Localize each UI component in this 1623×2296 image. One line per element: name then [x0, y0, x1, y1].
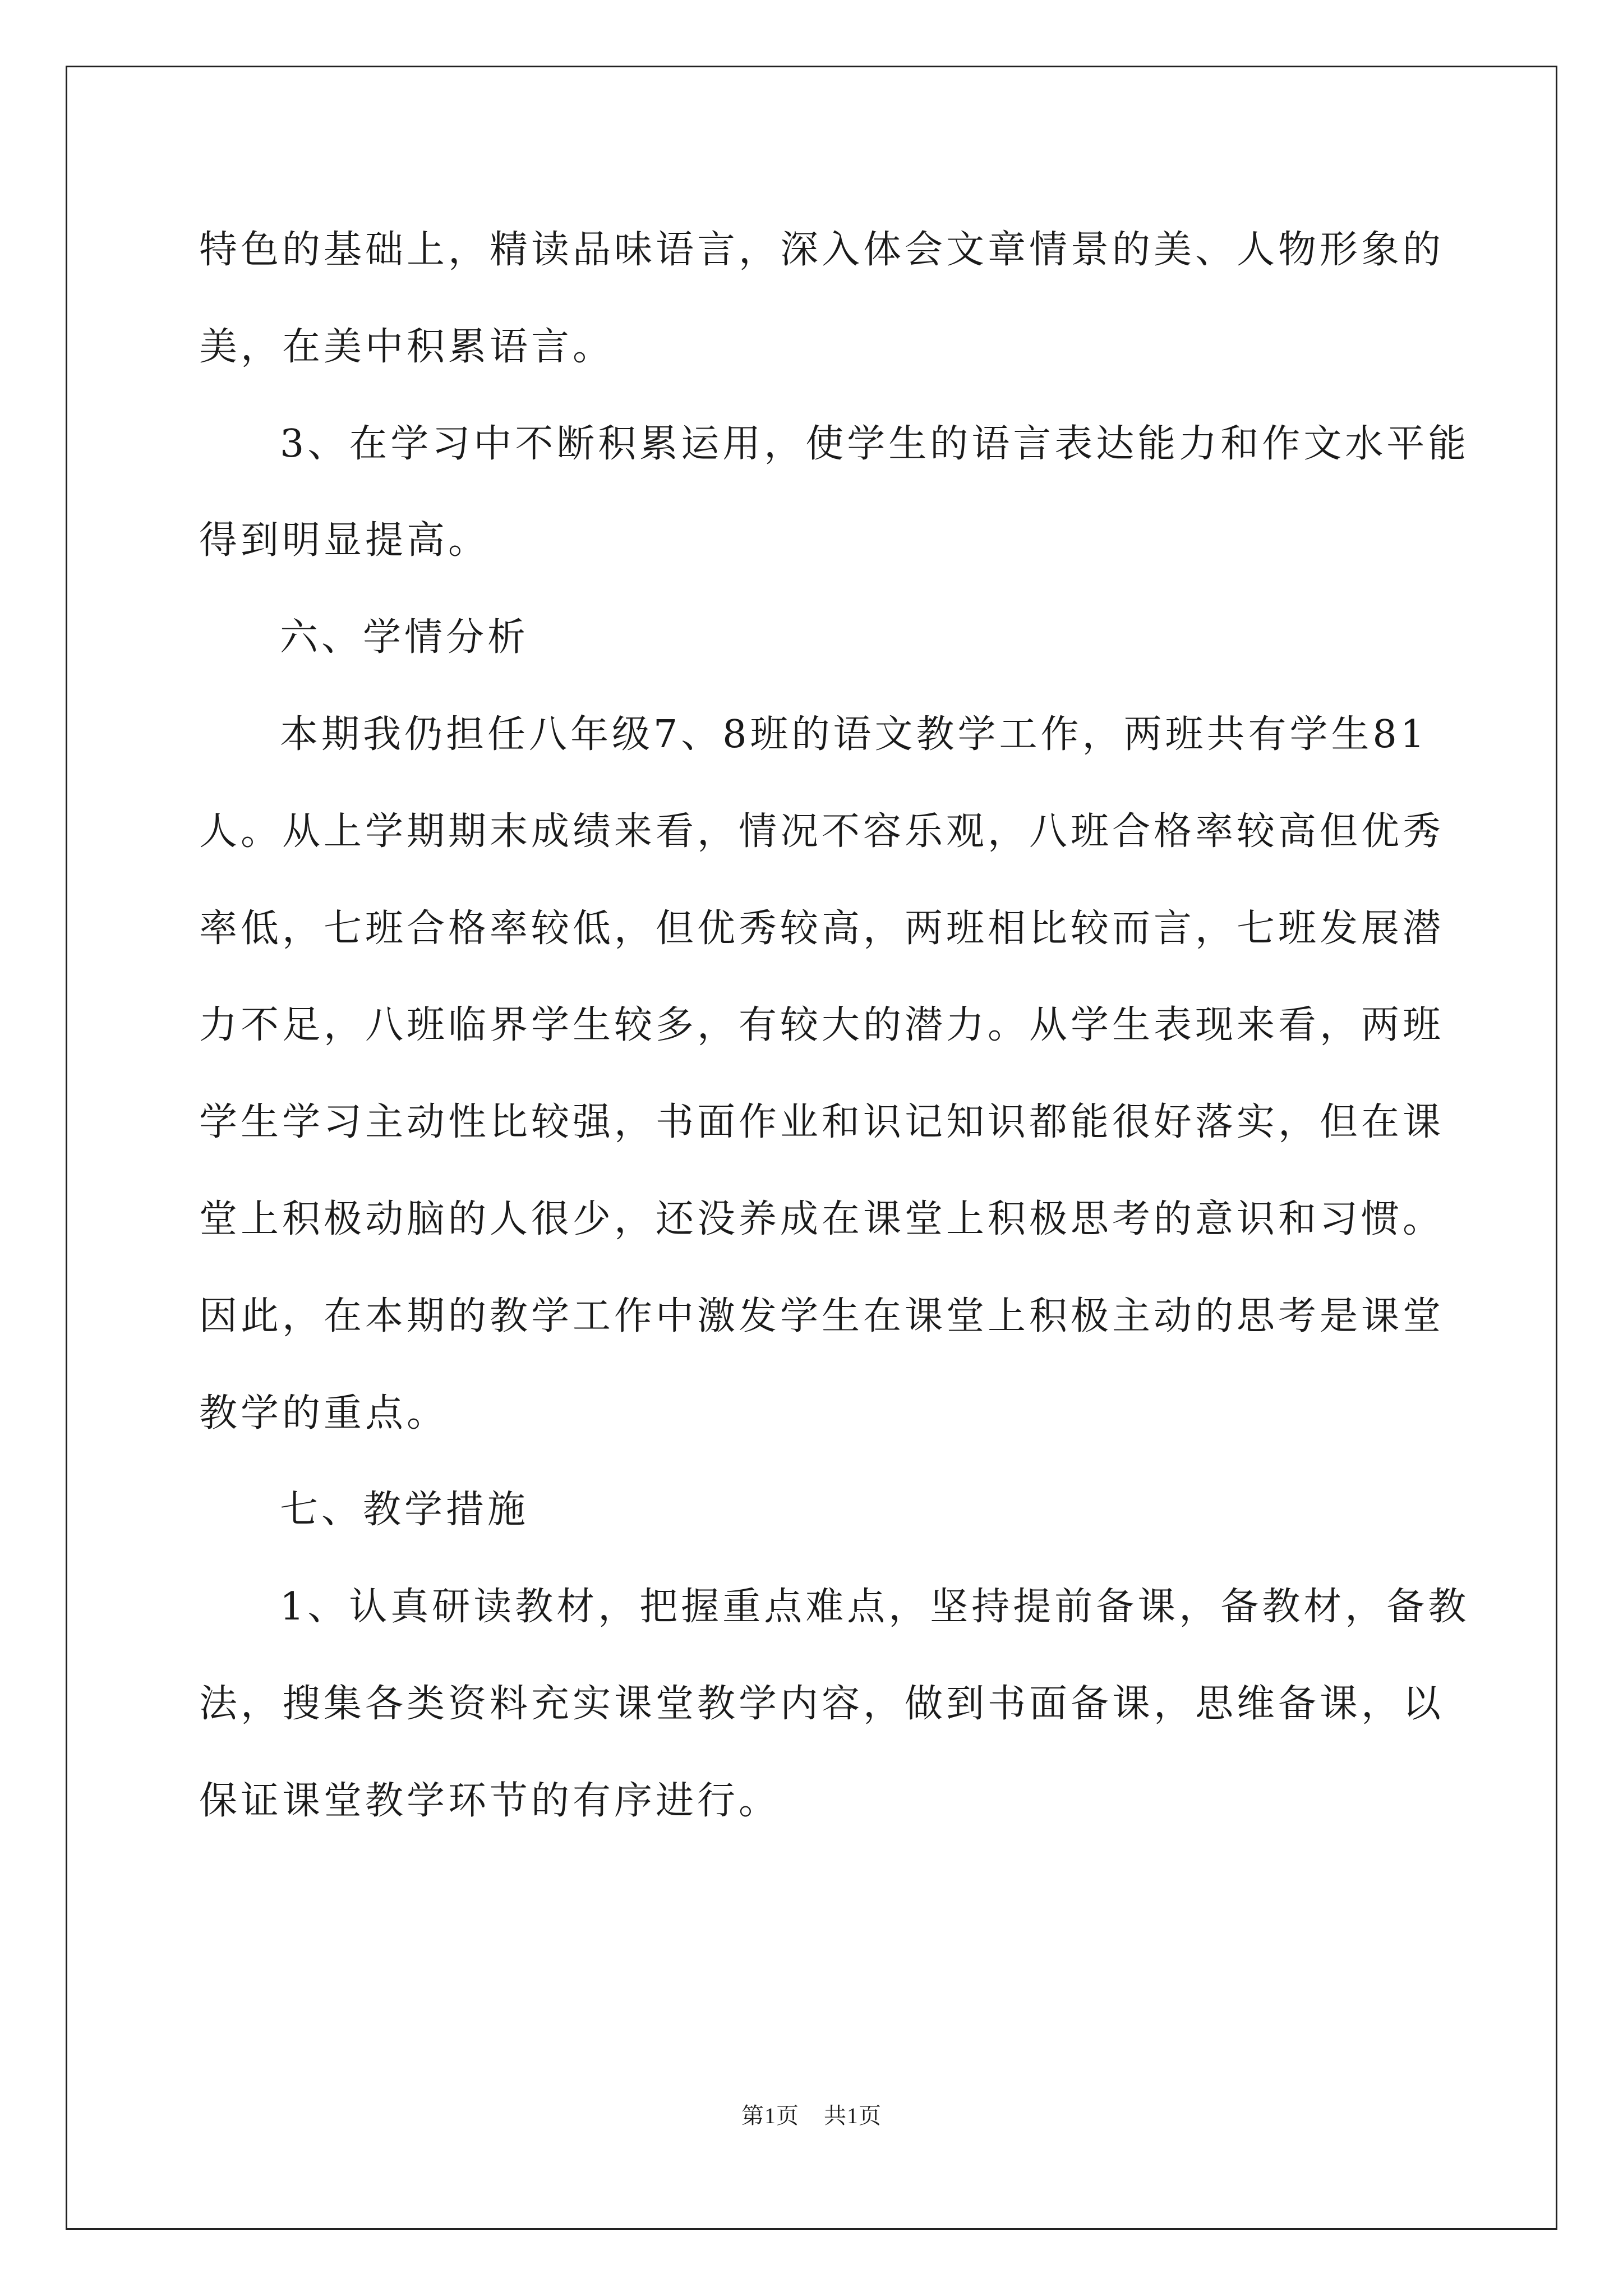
paragraph-line: 法，搜集各类资料充实课堂教学内容，做到书面备课，思维备课，以	[199, 1681, 1445, 1726]
paragraph-line: 因此，在本期的教学工作中激发学生在课堂上积极主动的思考是课堂	[199, 1294, 1445, 1338]
paragraph-line: 堂上积极动脑的人很少，还没养成在课堂上积极思考的意识和习惯。	[199, 1197, 1445, 1241]
paragraph-line: 率低，七班合格率较低，但优秀较高，两班相比较而言，七班发展潜	[199, 906, 1445, 951]
document-body	[199, 202, 1470, 1850]
section-heading: 六、学情分析	[280, 615, 529, 660]
paragraph-line: 教学的重点。	[199, 1391, 449, 1435]
paragraph-line: 得到明显提高。	[199, 518, 490, 563]
paragraph-line: 学生学习主动性比较强，书面作业和识记知识都能很好落实，但在课	[199, 1100, 1445, 1145]
paragraph-line: 3、在学习中不断积累运用，使学生的语言表达能力和作文水平能	[280, 421, 1470, 466]
paragraph-line: 保证课堂教学环节的有序进行。	[199, 1778, 781, 1823]
paragraph-line: 本期我仍担任八年级7、8班的语文教学工作，两班共有学生81	[280, 712, 1428, 757]
paragraph-line: 美，在美中积累语言。	[199, 324, 615, 369]
page-total: 共1页	[824, 2103, 882, 2128]
page-footer	[0, 2098, 1623, 2130]
section-heading: 七、教学措施	[280, 1488, 529, 1533]
paragraph-line: 人。从上学期期末成绩来看，情况不容乐观，八班合格率较高但优秀	[199, 809, 1445, 854]
page-number: 第1页	[741, 2103, 799, 2128]
paragraph-line: 力不足，八班临界学生较多，有较大的潜力。从学生表现来看，两班	[199, 1003, 1445, 1048]
paragraph-line: 1、认真研读教材，把握重点难点，坚持提前备课，备教材，备教	[280, 1585, 1470, 1630]
paragraph-line: 特色的基础上，精读品味语言，深入体会文章情景的美、人物形象的	[199, 228, 1445, 272]
